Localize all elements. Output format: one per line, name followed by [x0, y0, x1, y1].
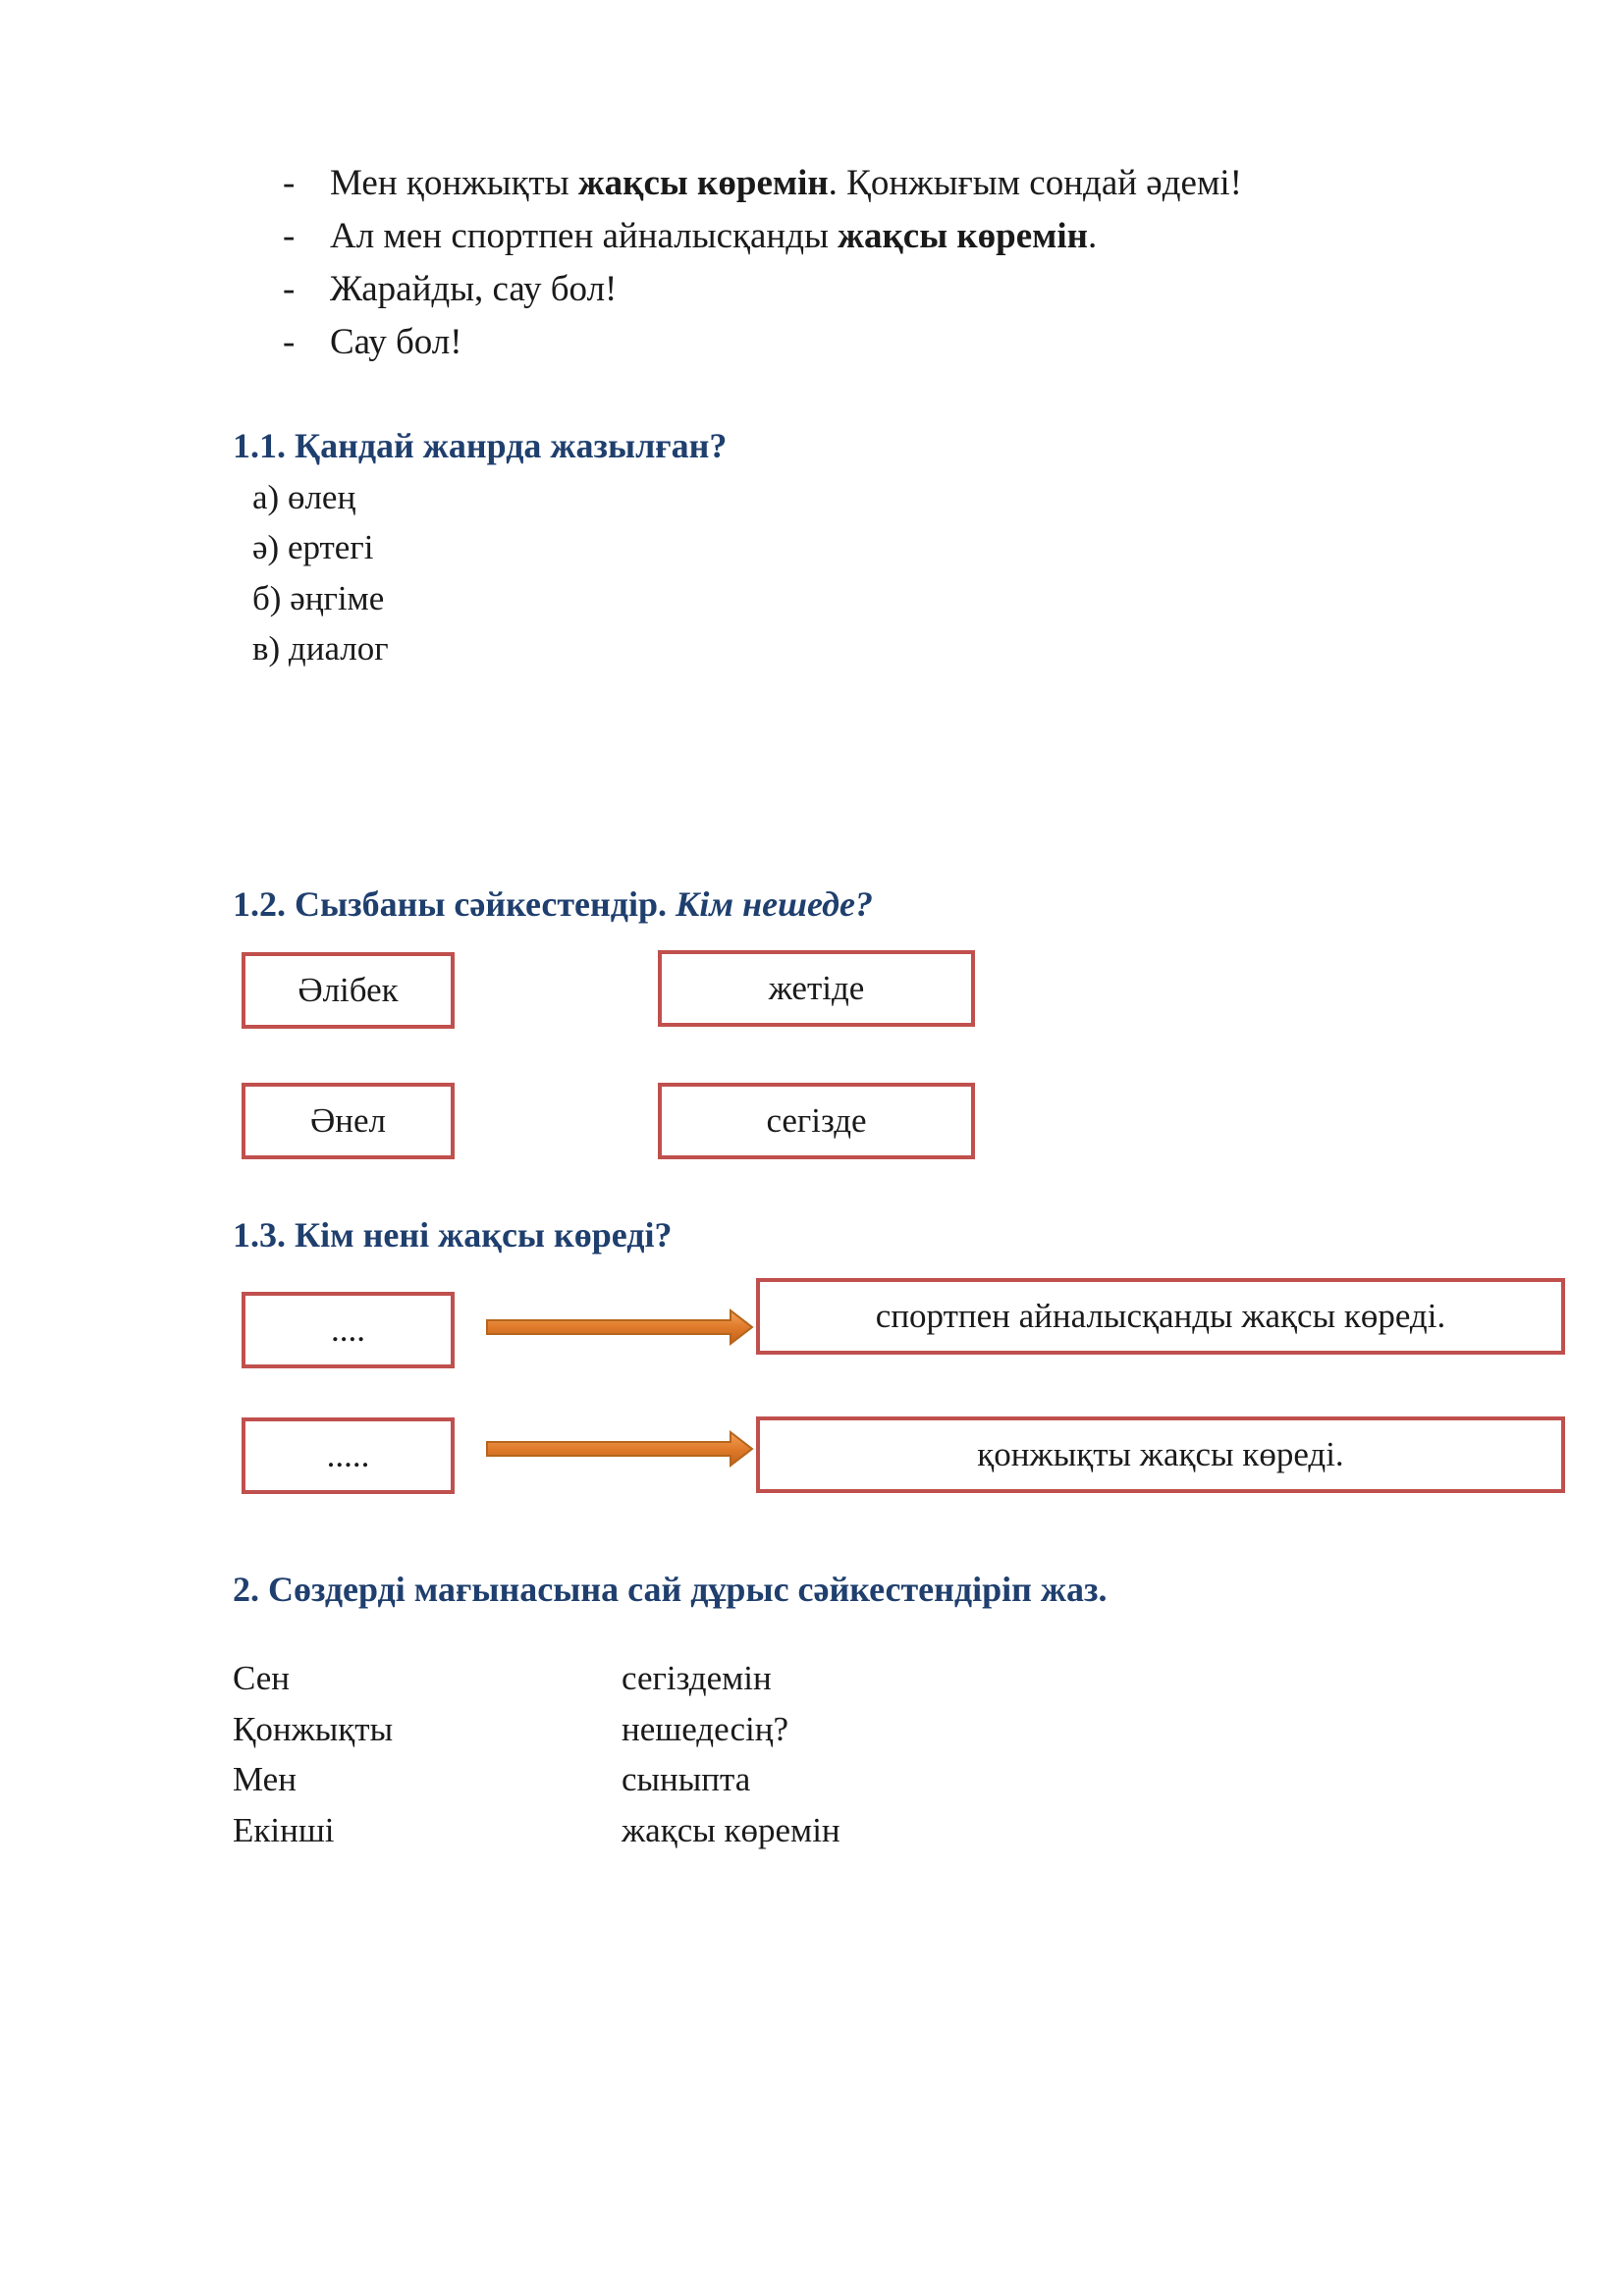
dialog-line [283, 218, 1363, 257]
dialog-line [283, 165, 1363, 204]
match-left-box[interactable]: Әлібек [242, 952, 455, 1029]
dialog-text: Жарайды, сау бол! [330, 269, 618, 309]
dialog-dash: - [283, 216, 296, 256]
dialog-dash: - [283, 269, 296, 309]
dialog-line [283, 271, 1363, 310]
dialog-line [283, 324, 1363, 363]
dialog-text: Сау бол! [330, 322, 462, 362]
statement-box: спортпен айналысқанды жақсы көреді. [756, 1278, 1565, 1355]
dialog-dash: - [283, 163, 296, 203]
question-1-2-heading-text: 1.2. Сызбаны сәйкестендір. [233, 884, 677, 924]
question-1-3-heading: 1.3. Кім нені жақсы көреді? [233, 1215, 673, 1255]
arrow-right-icon [485, 1428, 755, 1469]
question-1-2-heading-italic: Кім нешеде? [676, 884, 873, 924]
answer-option: а) өлең [252, 478, 356, 516]
word-right: сегіздемін [622, 1659, 772, 1697]
question-1-2-heading [233, 883, 873, 925]
word-right: жақсы көремін [622, 1811, 840, 1849]
statement-box: қонжықты жақсы көреді. [756, 1416, 1565, 1493]
word-left: Мен [233, 1760, 297, 1798]
question-2-heading: 2. Сөздерді мағынасына сай дұрыс сәйкестендіріп жаз. [233, 1570, 1108, 1609]
dialog-dash: - [283, 322, 296, 362]
dialog-text: Ал мен спортпен айналысқанды жақсы көремін. [330, 216, 1098, 256]
match-left-box[interactable]: Әнел [242, 1083, 455, 1159]
word-left: Екінші [233, 1811, 335, 1849]
word-right: нешедесің? [622, 1710, 789, 1748]
arrow-right-icon [485, 1307, 755, 1348]
answer-option: б) әңгіме [252, 579, 385, 617]
match-right-box[interactable]: жетіде [658, 950, 975, 1027]
question-1-1-heading: 1.1. Қандай жанрда жазылған? [233, 426, 728, 465]
answer-option: ә) ертегі [252, 528, 374, 566]
match-right-box[interactable]: сегізде [658, 1083, 975, 1159]
answer-option: в) диалог [252, 629, 389, 667]
word-left: Сен [233, 1659, 291, 1697]
word-left: Қонжықты [233, 1710, 394, 1748]
dialog-text: Мен қонжықты жақсы көремін. Қонжығым сондай әдемі! [330, 163, 1242, 203]
blank-name-box[interactable]: .... [242, 1292, 455, 1368]
word-right: сыныпта [622, 1760, 751, 1798]
blank-name-box[interactable]: ..... [242, 1417, 455, 1494]
